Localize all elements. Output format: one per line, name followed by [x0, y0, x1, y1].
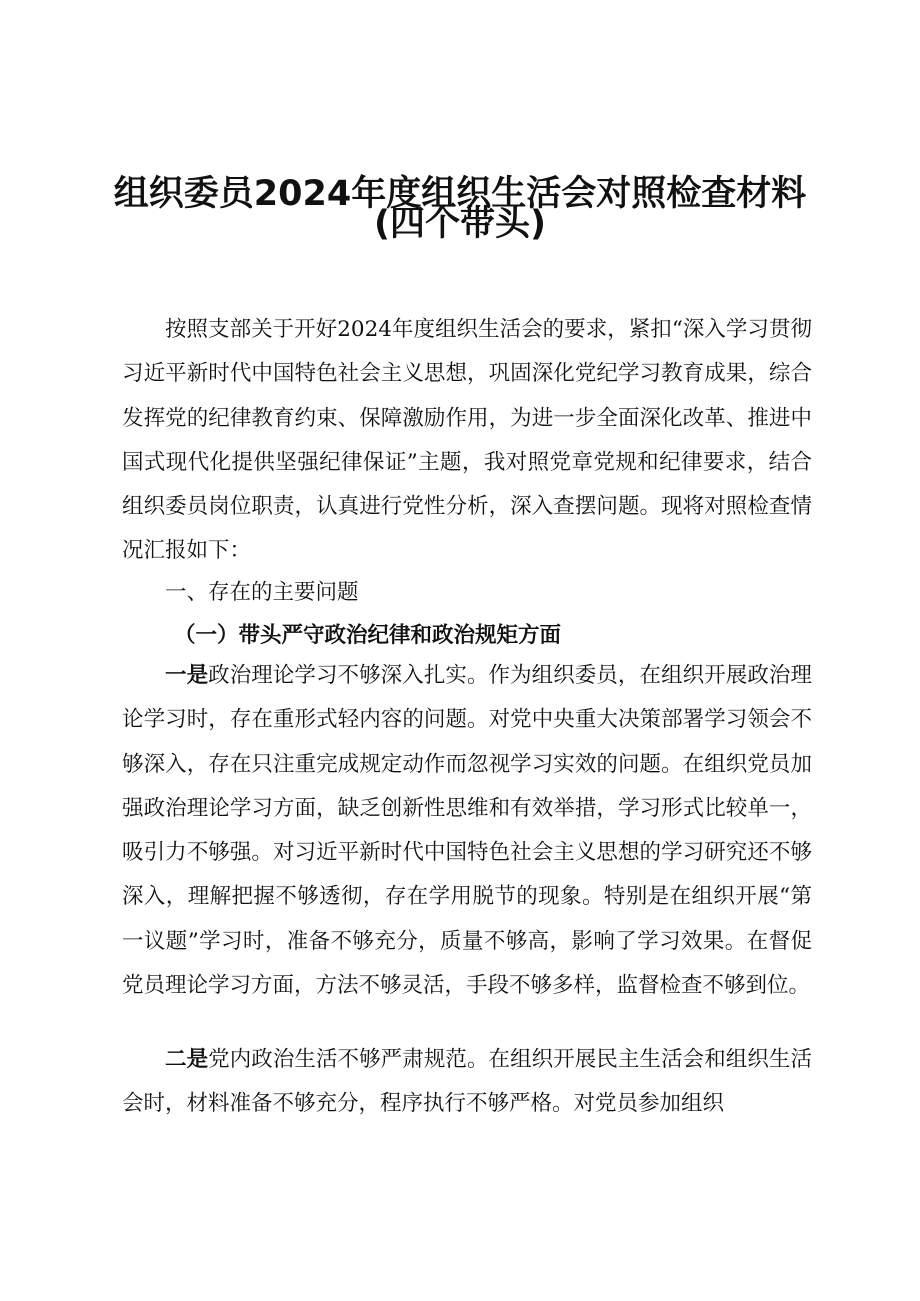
point-1-text: 政治理论学习不够深入扎实。作为组织委员，在组织开展政治理论学习时，存在重形式轻内容的问题。对党中央重大决策部署学习领会不够深入，存在只注重完成规定动作而忽视学习实效的问题。在组织党员加强政治理论学习方面，缺乏创新性思维和有效举措，学习形式比较单一，吸引力不够强。对习近平新时代中国特色社会主义思想的学习研究还不够深入，理解把握不够透彻，存在学用脱节的现象。特别是在组织开展“第一议题”学习时，准备不够充分，质量不够高，影响了学习效果。在督促党员理论学习方面，方法不够灵活，手段不够多样，监督检查不够到位。	[122, 663, 812, 999]
point-2-paragraph	[122, 1038, 812, 1127]
point-1-lead: 一是	[165, 663, 209, 688]
point-2-lead: 二是	[165, 1047, 209, 1072]
document-title-line-2: (四个带头)	[374, 204, 546, 244]
intro-text: 按照支部关于开好2024年度组织生活会的要求，紧扣“深入学习贯彻习近平新时代中国特色社会主义思想，巩固深化党纪学习教育成果，综合发挥党的纪律教育约束、保障激励作用，为进一步全面深化改革、推进中国式现代化提供坚强纪律保证”主题，我对照党章党规和纪律要求，结合组织委员岗位职责，认真进行党性分析，深入查摆问题。现将对照检查情况汇报如下：	[122, 317, 812, 564]
subsection-heading: （一）带头严守政治纪律和政治规矩方面	[174, 623, 562, 648]
intro-paragraph	[122, 308, 812, 574]
document-title-line-1: 组织委员2024年度组织生活会对照检查材料	[113, 174, 807, 214]
point-1-paragraph	[122, 654, 812, 1008]
point-2-text: 党内政治生活不够严肃规范。在组织开展民主生活会和组织生活会时，材料准备不够充分，程序执行不够严格。对党员参加组织	[122, 1047, 812, 1117]
section-heading: 一、存在的主要问题	[165, 580, 359, 605]
